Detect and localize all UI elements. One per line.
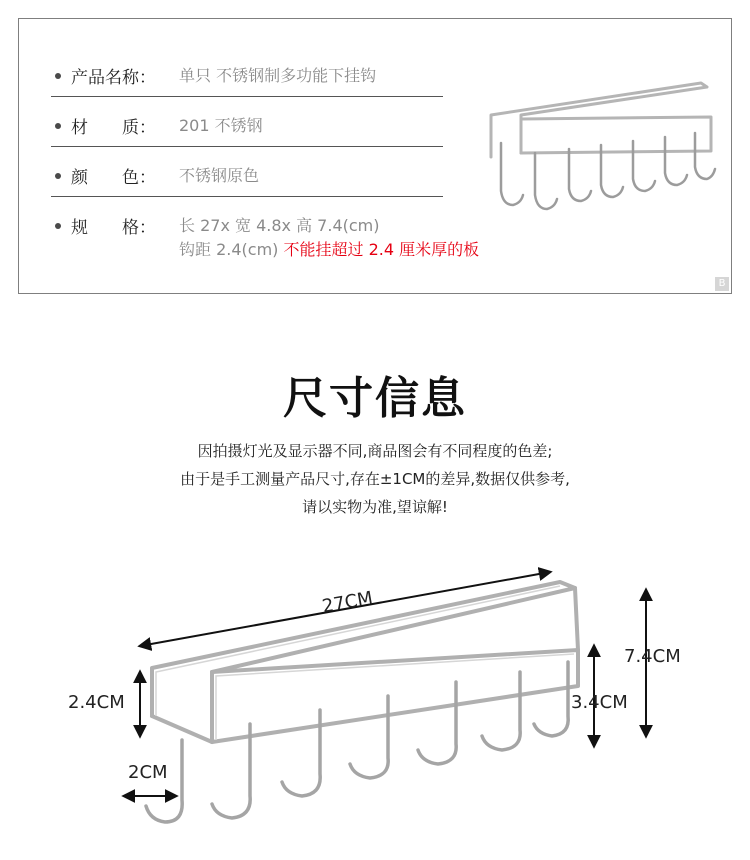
hook-spacing-label: 2.4CM bbox=[68, 692, 125, 713]
spec-panel bbox=[18, 18, 732, 294]
corner-mark: B bbox=[715, 277, 729, 291]
spec-value: 201 不锈钢 bbox=[179, 116, 263, 135]
divider bbox=[51, 146, 443, 147]
spec-label: 规 格： bbox=[71, 218, 156, 238]
warning-text: 不能挂超过 2.4 厘米厚的板 bbox=[283, 240, 480, 259]
height-label: 7.4CM bbox=[624, 646, 681, 667]
notice-line-1: 因拍摄灯光及显示器不同,商品图会有不同程度的色差; bbox=[197, 442, 553, 460]
spec-value-hook-distance: 钩距 2.4(cm) bbox=[179, 240, 284, 259]
hook-height-label: 3.4CM bbox=[571, 692, 628, 713]
length-label: 27CM bbox=[320, 587, 375, 618]
notice-line-2: 由于是手工测量产品尺寸,存在±1CM的差异,数据仅供参考, bbox=[180, 470, 570, 488]
bullet-icon bbox=[55, 73, 61, 79]
divider bbox=[51, 196, 443, 197]
spec-value: 单只 不锈钢制多功能下挂钩 bbox=[179, 66, 377, 85]
spec-label: 材 质： bbox=[71, 118, 156, 138]
spec-value: 不锈钢原色 bbox=[179, 166, 260, 185]
bullet-icon bbox=[55, 173, 61, 179]
notice-line-3: 请以实物为准,望谅解! bbox=[302, 498, 448, 516]
spec-label: 产品名称： bbox=[71, 68, 156, 88]
product-thumbnail bbox=[481, 71, 721, 231]
spec-value-line2 bbox=[179, 237, 479, 260]
section-title: 尺寸信息 bbox=[283, 373, 467, 424]
bullet-icon bbox=[55, 223, 61, 229]
hook-width-label: 2CM bbox=[128, 762, 168, 783]
bullet-icon bbox=[55, 123, 61, 129]
spec-value: 长 27x 宽 4.8x 高 7.4(cm) bbox=[179, 216, 380, 235]
spec-label: 颜 色： bbox=[71, 168, 156, 188]
divider bbox=[51, 96, 443, 97]
